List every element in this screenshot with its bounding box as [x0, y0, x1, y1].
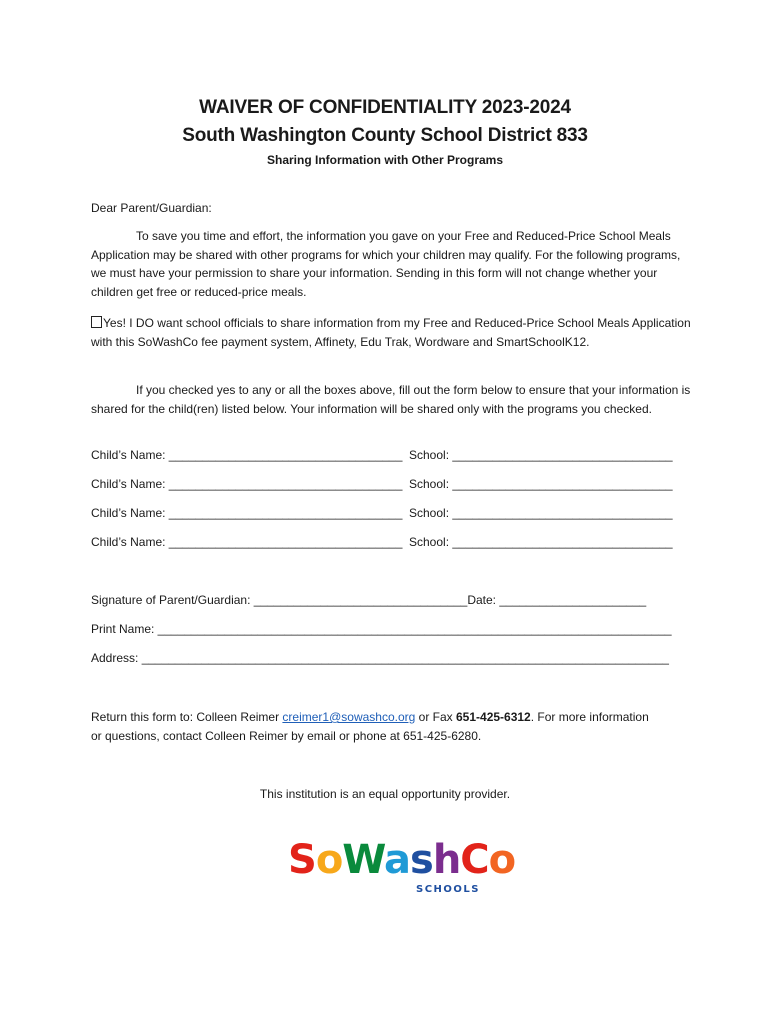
fax-label: or Fax: [415, 710, 456, 724]
print-name-field[interactable]: Print Name: _____________________________________________________________________________: [91, 622, 672, 636]
sowashco-logo: [288, 837, 516, 902]
logo-wordmark: [288, 837, 516, 883]
logo-letter: h: [432, 837, 461, 883]
school-field-2[interactable]: School: _________________________________: [409, 477, 673, 491]
contact-email-link[interactable]: creimer1@sowashco.org: [282, 710, 416, 724]
document-title: WAIVER OF CONFIDENTIALITY 2023-2024: [199, 97, 571, 118]
district-name: South Washington County School District 833: [182, 125, 588, 146]
intro-paragraph: To save you time and effort, the information you gave on your Free and Reduced-Price School Meals Application may be shared with other programs for which your children may qualify. For the following programs, we must have your permission to share your information. Sending in this form will not change whether your children get free or reduced-price meals.: [91, 229, 681, 299]
logo-letter: o: [315, 837, 343, 883]
logo-letter: s: [410, 837, 433, 883]
salutation: Dear Parent/Guardian:: [91, 201, 212, 215]
child-name-field-2[interactable]: Child’s Name: ___________________________________: [91, 477, 403, 491]
school-field-4[interactable]: School: _________________________________: [409, 535, 673, 549]
equal-opportunity-statement: This institution is an equal opportunity provider.: [259, 787, 511, 801]
signature-field[interactable]: Signature of Parent/Guardian: ________________________________Date: ______________________: [91, 593, 647, 607]
logo-letter: a: [384, 837, 410, 883]
address-field[interactable]: Address: _______________________________________________________________________________: [91, 651, 669, 665]
logo-letter: W: [342, 837, 384, 883]
consent-text: Yes! I DO want school officials to share information from my Free and Reduced-Price School Meals Application with this SoWashCo fee payment system, Affinety, Edu Trak, Wordware and SmartSchoolK12.: [91, 316, 691, 349]
child-name-field-3[interactable]: Child’s Name: ___________________________________: [91, 506, 403, 520]
return-prefix: Return this form to: Colleen Reimer: [91, 710, 283, 724]
child-name-field-1[interactable]: Child’s Name: ___________________________________: [91, 448, 403, 462]
logo-letter: C: [460, 837, 489, 883]
child-name-field-4[interactable]: Child’s Name: ___________________________________: [91, 535, 403, 549]
logo-letter: o: [488, 837, 516, 883]
return-suffix: . For more information or questions, contact Colleen Reimer by email or phone at 651-425-6280.: [91, 710, 649, 743]
consent-statement: [91, 314, 691, 351]
logo-letter: S: [288, 837, 316, 883]
instructions-paragraph: If you checked yes to any or all the boxes above, fill out the form below to ensure that your information is shared for the child(ren) listed below. Your information will be shared only with the programs you checked.: [91, 383, 691, 416]
school-field-3[interactable]: School: _________________________________: [409, 506, 673, 520]
logo-subtitle: SCHOOLS: [416, 884, 480, 895]
consent-checkbox[interactable]: [91, 316, 102, 328]
return-instructions: [91, 708, 651, 745]
fax-number: 651-425-6312: [456, 710, 531, 724]
school-field-1[interactable]: School: _________________________________: [409, 448, 673, 462]
document-subtitle: Sharing Information with Other Programs: [266, 153, 504, 167]
